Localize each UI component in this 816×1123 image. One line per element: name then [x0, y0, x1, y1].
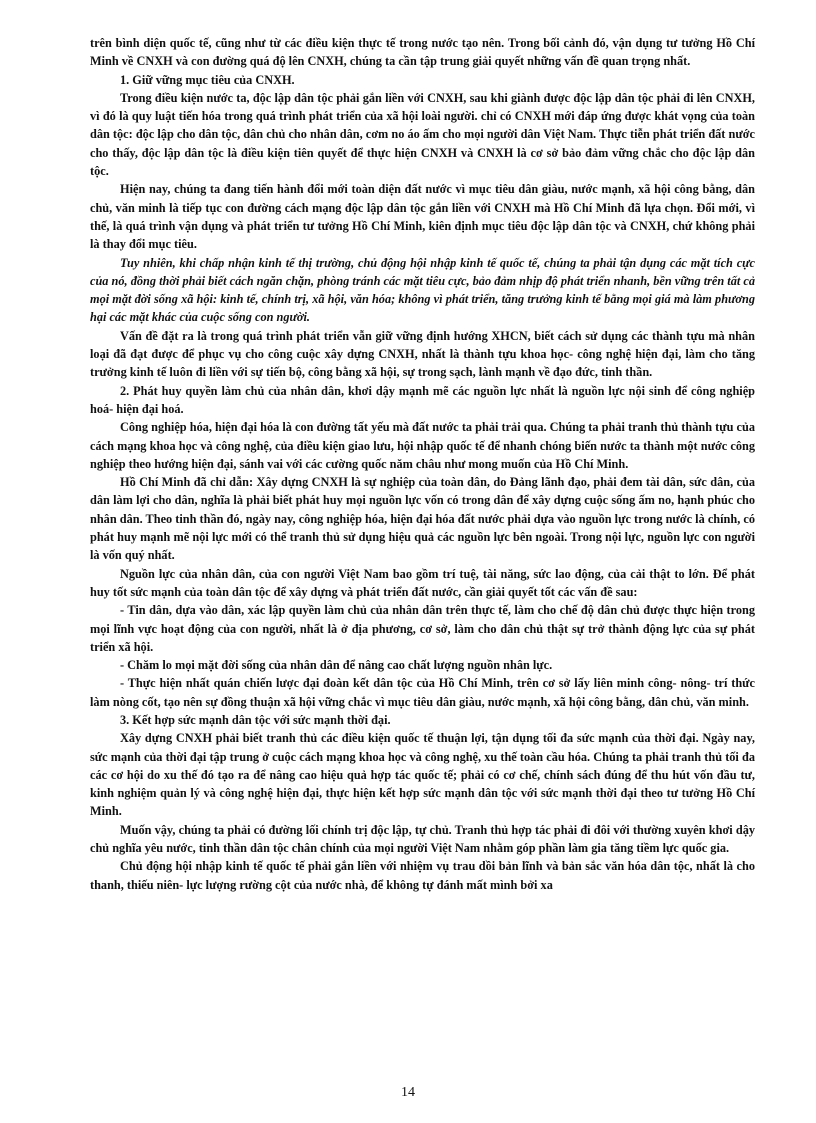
- paragraph: Công nghiệp hóa, hiện đại hóa là con đường tất yếu mà đất nước ta phải trải qua. Chúng ta phải tranh thủ thành tựu của cách mạng khoa học và công nghệ, của điều kiện giao lưu, hội nhập quốc tế để nhanh chóng biến nước ta thành một nước công nghiệp theo hướng hiện đại, sánh vai với các cường quốc năm châu như mong muốn của Hồ Chí Minh.: [90, 420, 755, 471]
- paragraph-italic: Tuy nhiên, khi chấp nhận kinh tế thị trường, chủ động hội nhập kinh tế quốc tế, chúng ta phải tận dụng các mặt tích cực của nó, đồng thời phải biết cách ngăn chặn, phòng tránh các mặt tiêu cực, bảo đảm nhịp độ phát triển nhanh, bền vững trên tất cả mọi mặt đời sống xã hội: kinh tế, chính trị, xã hội, văn hóa; không vì phát triển, tăng trưởng kinh tế bằng mọi giá mà làm phương hại các mặt khác của cuộc sống con người.: [90, 255, 755, 325]
- heading-section-3: 3. Kết hợp sức mạnh dân tộc với sức mạnh thời đại.: [120, 712, 391, 727]
- heading-section-1: 1. Giữ vững mục tiêu của CNXH.: [120, 72, 295, 87]
- paragraph: Nguồn lực của nhân dân, của con người Việt Nam bao gồm trí tuệ, tài năng, sức lao động, của cải thật to lớn. Để phát huy tốt sức mạnh của toàn dân tộc để xây dựng và phát triển đất nước, cần giải quyết tốt các vấn đề sau:: [90, 566, 755, 599]
- bullet-item: - Thực hiện nhất quán chiến lược đại đoàn kết dân tộc của Hồ Chí Minh, trên cơ sở lấy liên minh công- nông- trí thức làm nòng cốt, tạo nên sự đồng thuận xã hội vững chắc vì mục tiêu dân giàu, nước mạnh, xã hội công bằng, dân chủ, văn minh.: [90, 676, 755, 709]
- paragraph: Trong điều kiện nước ta, độc lập dân tộc phải gắn liền với CNXH, sau khi giành được độc lập dân tộc phải đi lên CNXH, vì đó là quy luật tiến hóa trong quá trình phát triển của xã hội loài người. chỉ có CNXH mới đáp ứng được khát vọng của toàn dân tộc: độc lập cho dân tộc, dân chủ cho nhân dân, cơm no áo ấm cho mọi người dân Việt Nam. Thực tiễn phát triển đất nước cho thấy, độc lập dân tộc là điều kiện tiên quyết để thực hiện CNXH và CNXH là cơ sở bảo đảm vững chắc cho độc lập dân tộc.: [90, 90, 755, 179]
- page-number: 14: [401, 1085, 415, 1100]
- paragraph: Xây dựng CNXH phải biết tranh thủ các điều kiện quốc tế thuận lợi, tận dụng tối đa sức mạnh của thời đại. Ngày nay, sức mạnh của thời đại tập trung ở cuộc cách mạng khoa học và công nghệ, xu thế toàn cầu hóa. Chúng ta phải tranh thủ tối đa các cơ hội do xu thế đó tạo ra để nâng cao hiệu quả hợp tác quốc tế; phải có cơ chế, chính sách đúng để thu hút vốn đầu tư, kinh nghiệm quản lý và công nghệ hiện đại, thực hiện kết hợp sức mạnh dân tộc với sức mạnh thời đại theo tư tưởng Hồ Chí Minh.: [90, 731, 755, 819]
- paragraph: Muốn vậy, chúng ta phải có đường lối chính trị độc lập, tự chủ. Tranh thủ hợp tác phải đi đôi với thường xuyên khơi dậy chủ nghĩa yêu nước, tinh thần dân tộc chân chính của mọi người Việt Nam nhằm góp phần làm gia tăng tiềm lực quốc gia.: [90, 822, 755, 856]
- paragraph: Hồ Chí Minh đã chỉ dẫn: Xây dựng CNXH là sự nghiệp của toàn dân, do Đảng lãnh đạo, phải đem tài dân, sức dân, của dân làm lợi cho dân, nghĩa là phải biết phát huy mọi nguồn lực vốn có trong dân để xây dựng cuộc sống ấm no, hạnh phúc cho nhân dân. Theo tinh thần đó, ngày nay, công nghiệp hóa, hiện đại hóa đất nước phải dựa vào nguồn lực trong nước là chính, có phát huy mạnh mẽ nội lực mới có thể tranh thủ sử dụng hiệu quả các nguồn lực bên ngoài. Trong nội lực, nguồn lực con người là vốn quý nhất.: [90, 475, 755, 563]
- paragraph: Hiện nay, chúng ta đang tiến hành đổi mới toàn diện đất nước vì mục tiêu dân giàu, nước mạnh, xã hội công bằng, dân chủ, văn minh là tiếp tục con đường cách mạng độc lập dân tộc gắn liền với CNXH mà Hồ Chí Minh đã lựa chọn. Đổi mới, vì thế, là quá trình vận dụng và phát triển tư tưởng Hồ Chí Minh, kiên định mục tiêu độc lập dân tộc và CNXH, chứ không phải là thay đổi mục tiêu.: [90, 182, 755, 252]
- paragraph-intro-continued: trên bình diện quốc tế, cũng như từ các điều kiện thực tế trong nước tạo nên. Trong bối cảnh đó, vận dụng tư tưởng Hồ Chí Minh về CNXH và con đường quá độ lên CNXH, chúng ta cần tập trung giải quyết những vấn đề quan trọng nhất.: [90, 36, 755, 69]
- heading-section-2: 2. Phát huy quyền làm chủ của nhân dân, khơi dậy mạnh mẽ các nguồn lực nhất là nguồn lực nội sinh để công nghiệp hoá- hiện đại hoá.: [90, 383, 755, 416]
- paragraph: Vấn đề đặt ra là trong quá trình phát triển vẫn giữ vững định hướng XHCN, biết cách sử dụng các thành tựu mà nhân loại đã đạt được để phục vụ cho công cuộc xây dựng CNXH, nhất là thành tựu khoa học- công nghệ hiện đại, làm cho tăng trưởng kinh tế luôn đi liền với sự tiến bộ, công bằng xã hội, sự trong sạch, lành mạnh về đạo đức, tinh thần.: [90, 328, 755, 380]
- document-body: [90, 34, 755, 894]
- bullet-item: - Chăm lo mọi mặt đời sống của nhân dân để nâng cao chất lượng nguồn nhân lực.: [120, 658, 553, 673]
- paragraph: Chủ động hội nhập kinh tế quốc tế phải gắn liền với nhiệm vụ trau dồi bản lĩnh và bản sắc văn hóa dân tộc, nhất là cho thanh, thiếu niên- lực lượng rường cột của nước nhà, để không tự đánh mất mình bởi xa: [90, 859, 755, 892]
- bullet-item: - Tin dân, dựa vào dân, xác lập quyền làm chủ của nhân dân trên thực tế, làm cho chế độ dân chủ được thực hiện trong mọi lĩnh vực hoạt động của con người, nhất là ở địa phương, cơ sở, làm cho dân chủ thật sự trở thành động lực của sự phát triển xã hội.: [90, 603, 755, 654]
